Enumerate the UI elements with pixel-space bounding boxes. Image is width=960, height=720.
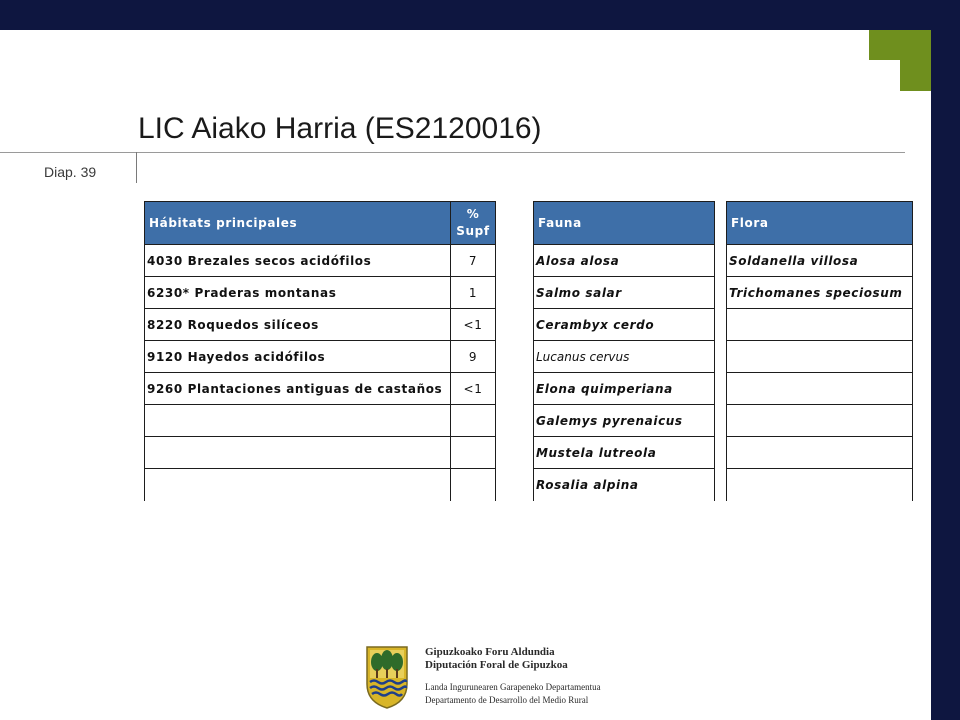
table-row bbox=[727, 469, 913, 501]
habitat-pct: 1 bbox=[451, 277, 496, 309]
flora-species: Soldanella villosa bbox=[727, 245, 913, 277]
flora-header-row bbox=[727, 202, 913, 245]
table-row bbox=[534, 245, 715, 277]
habitat-name bbox=[145, 405, 451, 437]
table-row bbox=[145, 405, 496, 437]
org-name-spanish: Diputación Foral de Gipuzkoa bbox=[425, 659, 568, 671]
flora-species bbox=[727, 309, 913, 341]
table-row bbox=[145, 309, 496, 341]
flora-species: Trichomanes speciosum bbox=[727, 277, 913, 309]
department-name-spanish: Departamento de Desarrollo del Medio Rural bbox=[425, 695, 589, 705]
slide-number-separator bbox=[136, 152, 137, 183]
habitat-pct bbox=[451, 405, 496, 437]
flora-species bbox=[727, 373, 913, 405]
table-row bbox=[145, 437, 496, 469]
table-row bbox=[727, 437, 913, 469]
table-row bbox=[727, 405, 913, 437]
table-row bbox=[727, 245, 913, 277]
habitat-name: 9260 Plantaciones antiguas de castaños bbox=[145, 373, 451, 405]
habitat-name: 6230* Praderas montanas bbox=[145, 277, 451, 309]
table-row bbox=[145, 341, 496, 373]
fauna-header-row bbox=[534, 202, 715, 245]
habitat-name: 9120 Hayedos acidófilos bbox=[145, 341, 451, 373]
table-row bbox=[145, 373, 496, 405]
fauna-species: Alosa alosa bbox=[534, 245, 715, 277]
flora-species bbox=[727, 469, 913, 501]
table-row bbox=[727, 341, 913, 373]
flora-species bbox=[727, 437, 913, 469]
habitats-header-pct-line2: Supf bbox=[456, 224, 490, 238]
habitats-table bbox=[144, 201, 496, 501]
habitat-pct: 7 bbox=[451, 245, 496, 277]
table-row bbox=[727, 309, 913, 341]
fauna-species: Lucanus cervus bbox=[534, 341, 715, 373]
habitat-name: 8220 Roquedos silíceos bbox=[145, 309, 451, 341]
table-row bbox=[534, 437, 715, 469]
habitats-header-name: Hábitats principales bbox=[145, 202, 451, 245]
flora-species bbox=[727, 405, 913, 437]
fauna-species: Elona quimperiana bbox=[534, 373, 715, 405]
fauna-species: Rosalia alpina bbox=[534, 469, 715, 501]
flora-species bbox=[727, 341, 913, 373]
table-row bbox=[727, 277, 913, 309]
org-name-basque: Gipuzkoako Foru Aldundia bbox=[425, 646, 555, 658]
slide-number: Diap. 39 bbox=[44, 164, 97, 180]
table-row bbox=[145, 277, 496, 309]
table-row bbox=[534, 469, 715, 501]
table-row bbox=[534, 373, 715, 405]
habitat-name bbox=[145, 469, 451, 501]
gipuzkoa-coat-of-arms-icon bbox=[364, 644, 410, 710]
flora-table bbox=[726, 201, 913, 501]
habitat-pct: <1 bbox=[451, 373, 496, 405]
fauna-species: Galemys pyrenaicus bbox=[534, 405, 715, 437]
table-row bbox=[145, 245, 496, 277]
habitat-pct: 9 bbox=[451, 341, 496, 373]
habitat-pct: <1 bbox=[451, 309, 496, 341]
fauna-species: Cerambyx cerdo bbox=[534, 309, 715, 341]
table-row bbox=[534, 341, 715, 373]
fauna-species: Salmo salar bbox=[534, 277, 715, 309]
fauna-species: Mustela lutreola bbox=[534, 437, 715, 469]
department-name-basque: Landa Ingurunearen Garapeneko Departamentua bbox=[425, 682, 601, 692]
habitats-header-pct bbox=[451, 202, 496, 245]
corner-accent-notch bbox=[869, 60, 900, 91]
habitat-name bbox=[145, 437, 451, 469]
table-row bbox=[727, 373, 913, 405]
table-row bbox=[534, 309, 715, 341]
habitat-pct bbox=[451, 469, 496, 501]
fauna-header: Fauna bbox=[534, 202, 715, 245]
table-row bbox=[534, 405, 715, 437]
fauna-table bbox=[533, 201, 715, 501]
table-row bbox=[145, 469, 496, 501]
top-bar bbox=[0, 0, 960, 30]
habitats-header-row bbox=[145, 202, 496, 245]
habitats-header-pct-line1: % bbox=[466, 207, 480, 221]
table-row bbox=[534, 277, 715, 309]
flora-header: Flora bbox=[727, 202, 913, 245]
habitat-pct bbox=[451, 437, 496, 469]
slide-title: LIC Aiako Harria (ES2120016) bbox=[138, 112, 542, 145]
habitat-name: 4030 Brezales secos acidófilos bbox=[145, 245, 451, 277]
right-bar bbox=[931, 30, 960, 720]
